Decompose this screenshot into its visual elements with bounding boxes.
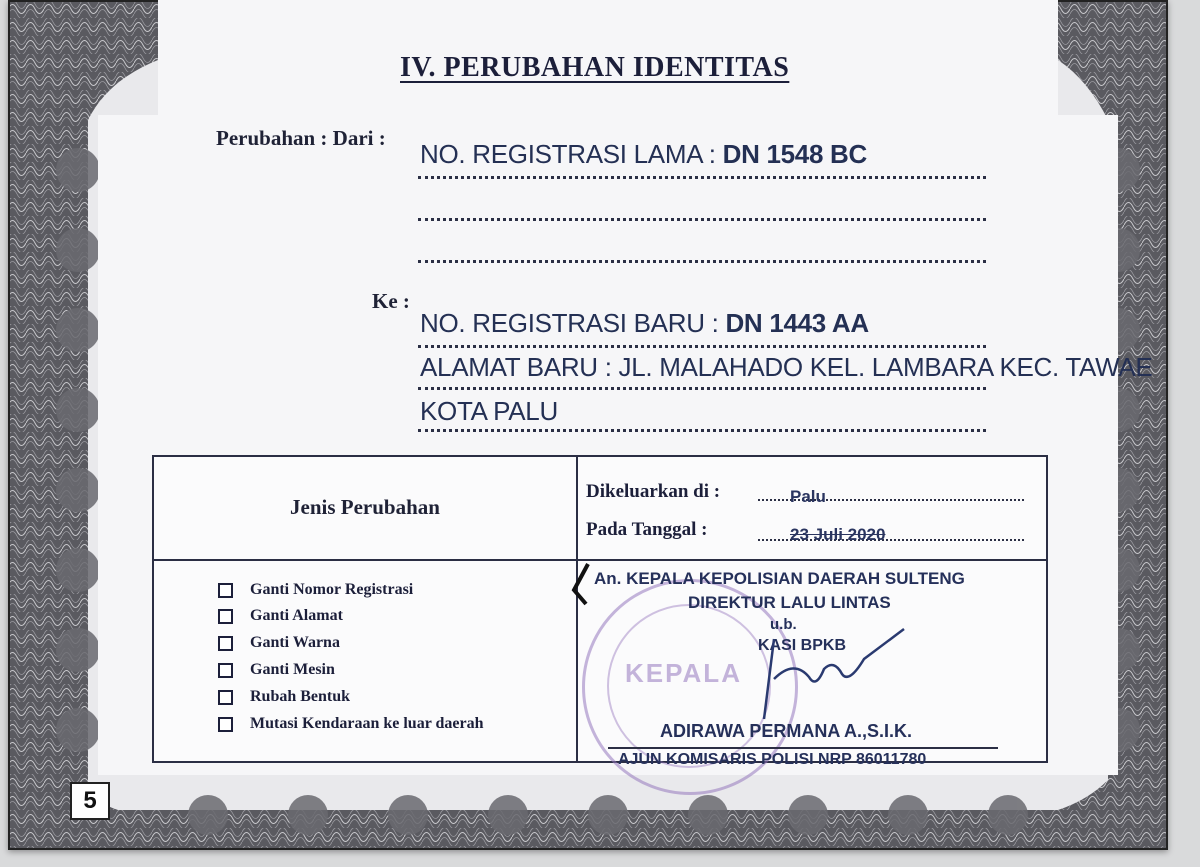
to-label: Ke : [372,289,410,313]
option-change-registration: Ganti Nomor Registrasi [218,581,413,599]
change-info-table [152,455,1048,768]
date-label: Pada Tanggal : [586,519,708,540]
signature-authority: An. KEPALA KEPOLISIAN DAERAH SULTENG [594,569,965,588]
issued-at-value: Palu [790,487,826,506]
new-address: ALAMAT BARU : JL. MALAHADO KEL. LAMBARA KEC. TAWAE [420,352,1153,382]
dotted-line [418,387,986,390]
checkbox [218,717,233,732]
option-change-shape: Rubah Bentuk [218,688,350,706]
dotted-line [418,429,986,432]
dotted-line [418,218,986,221]
page-title: IV. PERUBAHAN IDENTITAS [400,52,790,83]
seal-text: KEPALA [625,658,742,688]
new-city: KOTA PALU [420,396,558,426]
page-number: 5 [70,782,110,820]
issue-info-cell [577,456,1047,560]
issued-at-label: Dikeluarkan di : [586,481,721,502]
checkbox [218,583,233,598]
date-value: 23 Juli 2020 [790,525,886,544]
new-registration: NO. REGISTRASI BARU : DN 1443 AA [420,308,869,338]
checkbox [218,636,233,651]
option-change-engine: Ganti Mesin [218,661,335,679]
option-change-address: Ganti Alamat [218,607,343,625]
handwritten-signature [754,619,914,729]
old-registration: NO. REGISTRASI LAMA : DN 1548 BC [420,139,867,169]
option-transfer-out: Mutasi Kendaraan ke luar daerah [218,715,484,733]
options-cell [153,560,577,762]
signature-ub: u.b. [770,616,797,633]
change-type-heading: Jenis Perubahan [290,495,440,519]
signature-cell [577,560,1047,768]
checkbox [218,690,233,705]
signature-directorate: DIREKTUR LALU LINTAS [688,593,891,612]
signatory-name: ADIRAWA PERMANA A.,S.I.K. [660,721,913,741]
check-mark-icon [566,560,596,608]
dotted-line [418,260,986,263]
dotted-line [418,345,986,348]
signature-rule [608,747,998,749]
from-label: Perubahan : Dari : [216,126,386,150]
header-left-cell [153,456,577,560]
checkbox [218,609,233,624]
signature-position: KASI BPKB [758,637,847,654]
dotted-line [418,176,986,179]
checkbox [218,663,233,678]
signatory-rank: AJUN KOMISARIS POLISI NRP 86011780 [618,751,927,768]
option-change-color: Ganti Warna [218,634,340,652]
